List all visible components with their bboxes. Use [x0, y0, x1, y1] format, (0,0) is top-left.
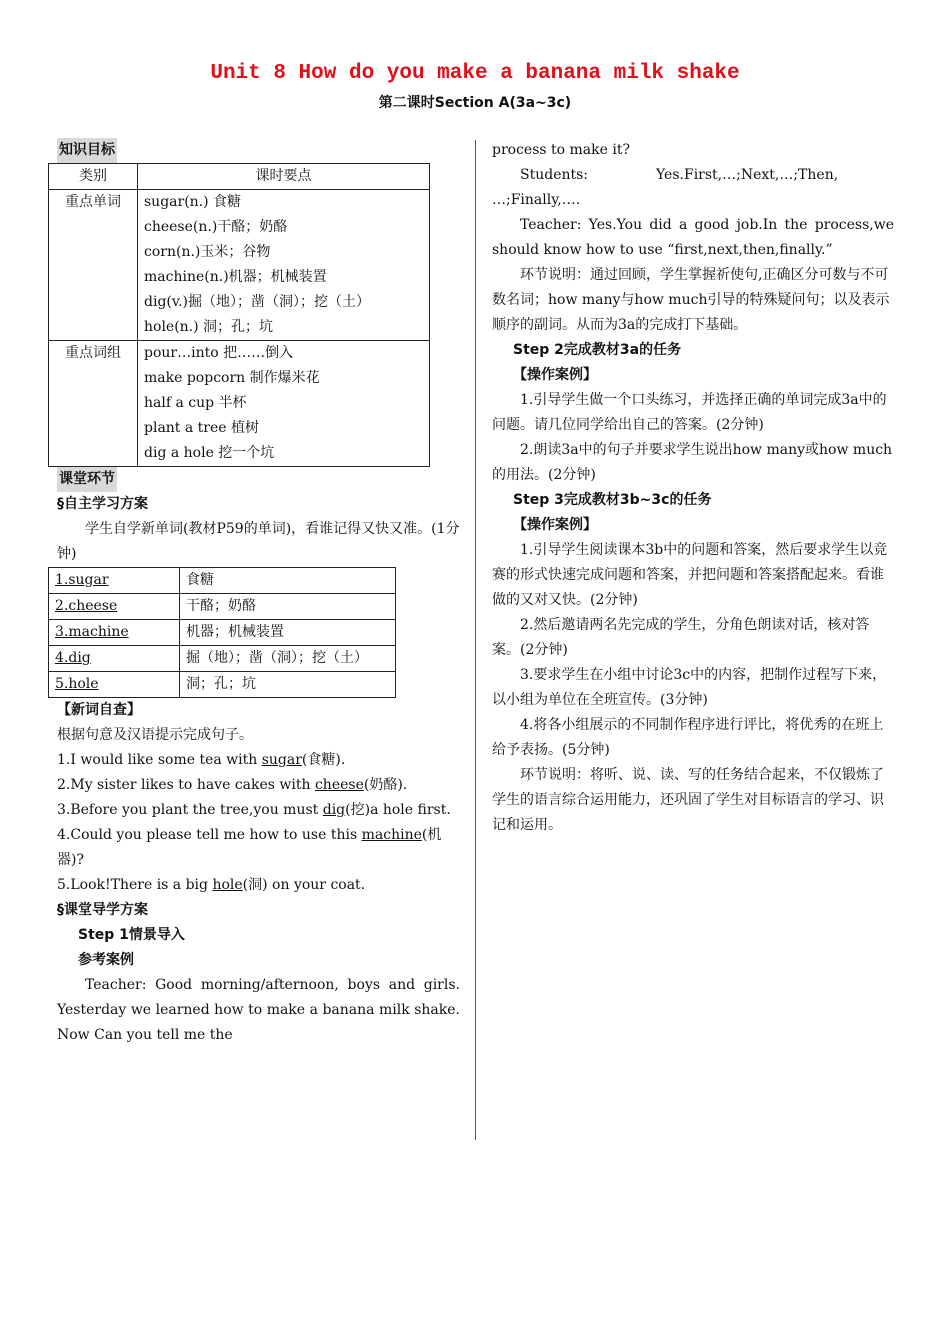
right-column [492, 138, 894, 838]
list-item: 3.要求学生在小组中讨论3c中的内容，把制作过程写下来，以小组为单位在全班宣传。(3分钟) [492, 667, 887, 708]
table-row [49, 646, 396, 672]
list-item: 2.朗读3a中的句子并要求学生说出how many或how much的用法。(2分钟) [492, 442, 893, 483]
category-cell: 重点词组 [49, 341, 138, 467]
list-item: machine(n.)机器；机械装置 [144, 269, 327, 285]
students-line: Students: Yes.First,…;Next,…;Then, [520, 167, 839, 183]
check-instruction: 根据句意及汉语提示完成句子。 [57, 727, 253, 743]
sentence-item: 5.Look!There is a big hole(洞) on your coat. [57, 877, 366, 893]
list-item: dig(v.)掘（地）；凿（洞）；挖（土） [144, 294, 371, 310]
list-item: half a cup 半杯 [144, 395, 247, 411]
page-title: Unit 8 How do you make a banana milk shake [210, 62, 740, 85]
left-column [57, 138, 460, 1048]
check-heading: 【新词自查】 [57, 702, 141, 718]
step3-heading: Step 3完成教材3b~3c的任务 [513, 492, 712, 508]
meaning-cell: 洞；孔；坑 [180, 672, 396, 698]
meaning-cell: 机器；机械装置 [180, 620, 396, 646]
sentence-item: 3.Before you plant the tree,you must dig(挖)a hole first. [57, 802, 451, 818]
teacher-dialogue: Teacher: Yes.You did a good job.In the process,we should know how to use “first,next,then,finally.” [492, 217, 894, 258]
meaning-cell: 食糖 [180, 568, 396, 594]
meaning-cell: 掘（地）；凿（洞）；挖（土） [180, 646, 396, 672]
class-heading: 课堂环节 [57, 467, 460, 492]
table-row [49, 341, 430, 467]
step1-heading: Step 1情景导入 [78, 927, 185, 943]
knowledge-heading: 知识目标 [57, 138, 460, 163]
list-item: dig a hole 挖一个坑 [144, 445, 275, 461]
category-cell: 重点单词 [49, 190, 138, 341]
table-header-row [49, 164, 430, 190]
table-row [49, 568, 396, 594]
knowledge-table [48, 163, 430, 467]
list-item: 2.然后邀请两名先完成的学生，分角色朗读对话，核对答案。(2分钟) [492, 617, 870, 658]
table-row [49, 672, 396, 698]
table-header-cell: 课时要点 [138, 164, 430, 190]
table-header-cell: 类别 [49, 164, 138, 190]
operation-case-heading: 【操作案例】 [513, 367, 597, 383]
word-cell: 4.dig [49, 646, 180, 672]
list-item: pour…into 把……倒入 [144, 345, 294, 361]
sentence-item: 4.Could you please tell me how to use this machine(机器)? [57, 827, 442, 868]
section-note: 环节说明：将听、说、读、写的任务结合起来，不仅锻炼了学生的语言综合运用能力，还巩固了学生对目标语言的学习、识记和运用。 [492, 767, 884, 833]
vocab-table [48, 567, 396, 698]
points-cell [138, 341, 430, 467]
list-item: plant a tree 植树 [144, 420, 260, 436]
guide-heading: §课堂导学方案 [57, 902, 148, 918]
page-subtitle: 第二课时Section A(3a~3c) [378, 95, 572, 111]
list-item: 4.将各小组展示的不同制作程序进行评比，将优秀的在班上给予表扬。(5分钟) [492, 717, 884, 758]
dialogue-continuation: process to make it? [492, 142, 630, 158]
step2-heading: Step 2完成教材3a的任务 [513, 342, 682, 358]
section-note: 环节说明：通过回顾，学生掌握祈使句,正确区分可数与不可数名词；how many与how much引导的特殊疑问句；以及表示顺序的副词。从而为3a的完成打下基础。 [492, 267, 890, 333]
list-item: make popcorn 制作爆米花 [144, 370, 320, 386]
table-row [49, 620, 396, 646]
list-item: cheese(n.)干酪；奶酪 [144, 219, 288, 235]
teacher-dialogue: Teacher: Good morning/afternoon, boys and girls. Yesterday we learned how to make a banana milk shake. Now Can you tell me the [57, 977, 460, 1043]
points-cell [138, 190, 430, 341]
list-item: 1.引导学生做一个口头练习，并选择正确的单词完成3a中的问题。请几位同学给出自己的答案。(2分钟) [492, 392, 887, 433]
students-line-cont: …;Finally,…. [492, 192, 581, 208]
list-item: corn(n.)玉米；谷物 [144, 244, 271, 260]
table-row [49, 594, 396, 620]
ref-case-heading: 参考案例 [78, 952, 134, 968]
list-item: 1.引导学生阅读课本3b中的问题和答案，然后要求学生以竞赛的形式快速完成问题和答案，并把问题和答案搭配起来。看谁做的又对又快。(2分钟) [492, 542, 888, 608]
self-study-text: 学生自学新单词(教材P59的单词)，看谁记得又快又准。(1分钟) [57, 521, 460, 562]
column-divider [475, 140, 476, 1140]
list-item: sugar(n.) 食糖 [144, 194, 242, 210]
table-row [49, 190, 430, 341]
word-cell: 1.sugar [49, 568, 180, 594]
operation-case-heading: 【操作案例】 [513, 517, 597, 533]
word-cell: 2.cheese [49, 594, 180, 620]
self-study-heading: §自主学习方案 [57, 496, 148, 512]
sentence-item: 1.I would like some tea with sugar(食糖). [57, 752, 346, 768]
list-item: hole(n.) 洞；孔；坑 [144, 319, 274, 335]
word-cell: 5.hole [49, 672, 180, 698]
meaning-cell: 干酪；奶酪 [180, 594, 396, 620]
word-cell: 3.machine [49, 620, 180, 646]
sentence-item: 2.My sister likes to have cakes with cheese(奶酪). [57, 777, 408, 793]
